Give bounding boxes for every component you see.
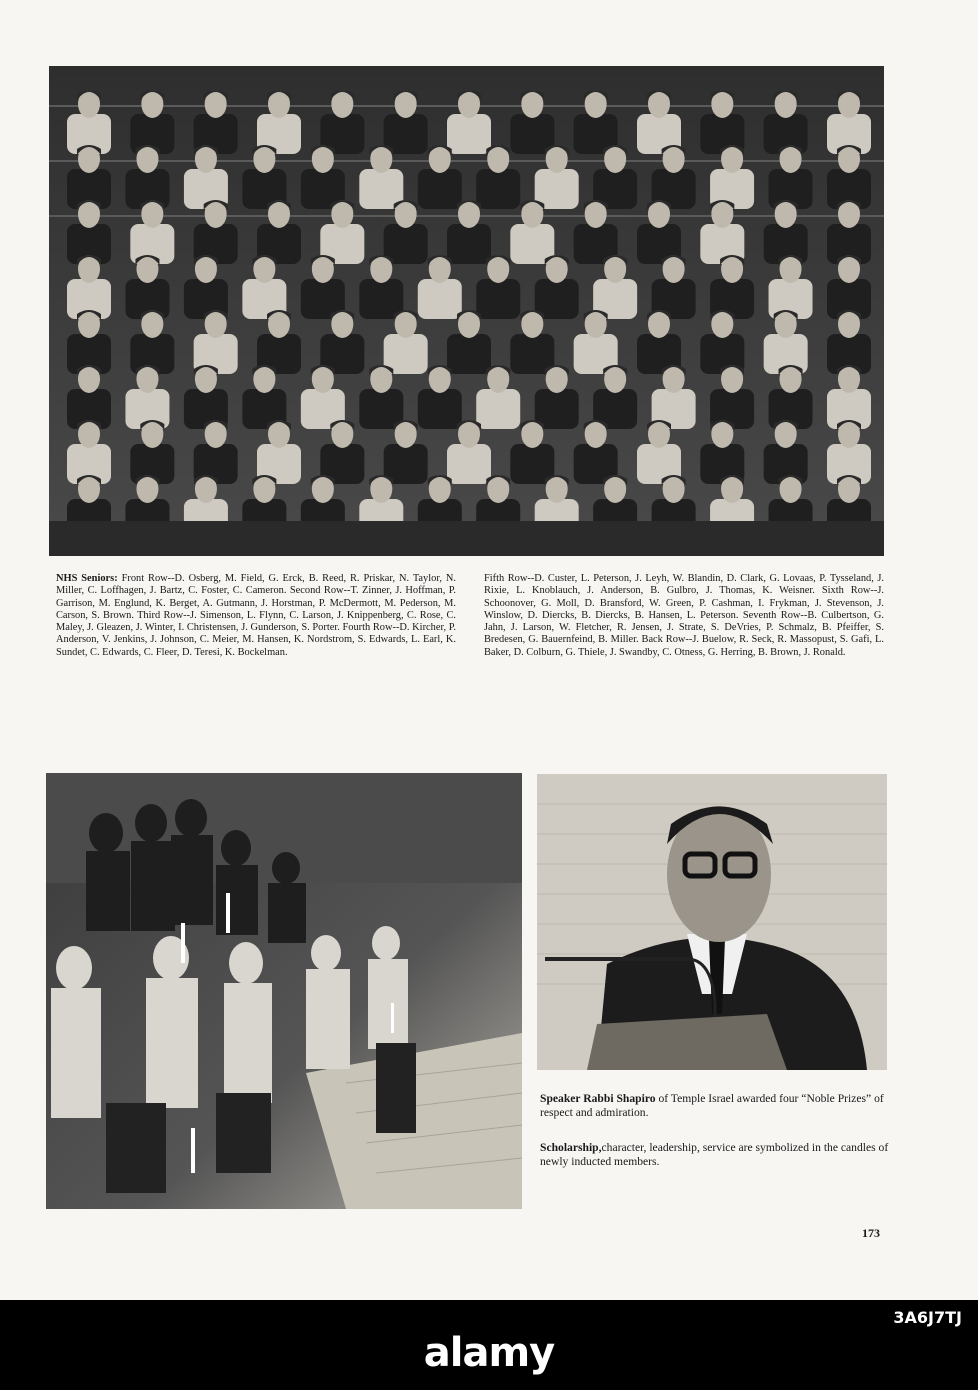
speaker-caption-lead: Speaker Rabbi Shapiro [540,1092,656,1105]
nhs-caption-col2 [484,573,884,659]
watermark-bar [0,1300,978,1390]
nhs-group-photo [49,66,884,556]
group-photo-icon [49,66,884,556]
image-id: 3A6J7TJ [893,1308,962,1327]
speaker-caption [540,1092,890,1120]
page-number: 173 [862,1226,880,1240]
nhs-caption-text1: Front Row--D. Osberg, M. Field, G. Erck, B. Reed, R. Priskar, N. Taylor, N. Miller, C. Loffhagen, J. Bartz, C. Foster, C. Cameron. Second Row--T. Zinner, J. Hoffman, P. Garrison, M. Englund, K. Berget, A. Gutmann, J. Horstman, P. McDermott, M. Pederson, M. Carson, S. Brown. Third Row--J. Simenson, L. Flynn, C. Larson, J. Knippenberg, C. Rose, C. Maley, J. Gleazen, J. Winter, I. Christensen, J. Gunderson, S. Porter. Fourth Row--D. Kircher, P. Anderson, V. Jenkins, J. Johnson, C. Meier, M. Hansen, K. Nordstrom, S. Edwards, L. Earl, K. Sundet, C. Edwards, C. Fleer, D. Teresi, K. Bockelman. [56,573,456,658]
scholarship-caption-text: character, leadership, service are symbolized in the candles of newly inducted members. [540,1141,889,1168]
scholarship-caption-lead: Scholarship, [540,1141,602,1154]
speaker-caption-text: of Temple Israel awarded four “Noble Prizes” of respect and admiration. [540,1092,884,1119]
nhs-caption-text2: Fifth Row--D. Custer, L. Peterson, J. Leyh, W. Blandin, D. Clark, G. Lovaas, P. Tysseland, J. Rixie, L. Knoblauch, J. Anderson, B. Gulbro, J. Thomas, K. Weisner. Sixth Row--J. Schoonover, G. Moll, D. Bransford, W. Green, P. Cashman, I. Frykman, J. Stevenson, J. Winslow, D. Diercks, B. Diercks, B. Hansen, L. Peterson. Seventh Row--B. Culbertson, G. Jahn, J. Larson, W. Fletcher, R. Jensen, J. Strate, S. DeVries, P. Schmalz, B. Pfeiffer, S. Bredesen, G. Bauernfeind, B. Miller. Back Row--J. Buelow, R. Seck, R. Massopust, S. Gafi, L. Baker, D. Colburn, G. Thiele, J. Swandby, C. Otness, G. Herring, B. Brown, J. Ronald. [484,573,884,658]
alamy-logo: alamy [423,1330,555,1376]
speaker-photo [537,774,887,1070]
nhs-caption-lead: NHS Seniors: [56,573,118,584]
candle-ceremony-photo-icon [46,773,522,1209]
nhs-caption-col1 [56,573,456,659]
scholarship-caption [540,1141,890,1169]
candle-ceremony-photo [46,773,522,1209]
speaker-portrait-photo-icon [537,774,887,1070]
